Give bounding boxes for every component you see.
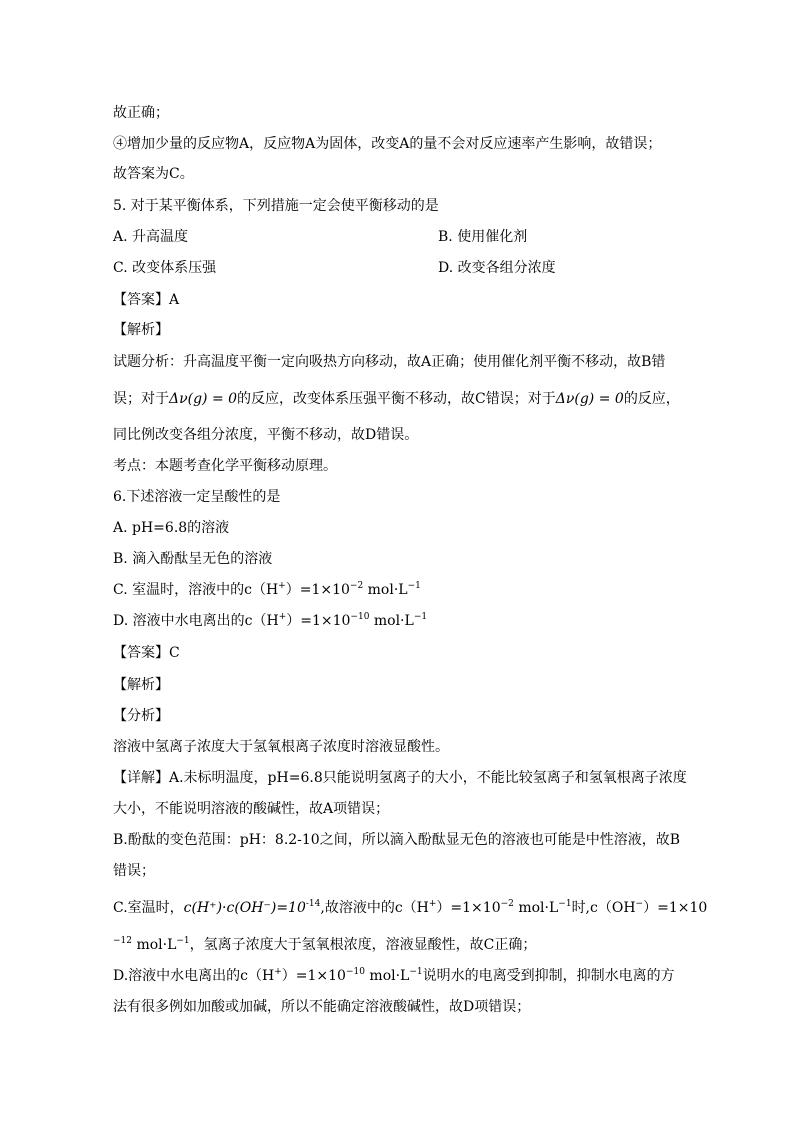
text-segment: C.室温时， xyxy=(113,900,184,916)
text-segment: 说明水的电离受到抑制，抑制水电离的方 xyxy=(422,968,675,984)
text-line: 故正确； xyxy=(113,105,169,121)
superscript: + xyxy=(278,612,287,622)
detail-text: 法有很多例如加酸或加碱，所以不能确定溶液酸碱性，故D项错误； xyxy=(113,999,531,1015)
option-d xyxy=(113,611,427,631)
question-6: 6.下述溶液一定呈酸性的是 xyxy=(113,489,281,505)
delta-nu-formula: Δν(g) = 0 xyxy=(169,391,238,407)
text-segment: 时,c（OH xyxy=(571,900,636,916)
text-segment: ）=1×10 xyxy=(643,900,708,916)
ion-product-formula: c(H⁺)·c(OH⁻)=10 xyxy=(183,900,306,916)
text-segment: D.溶液中水电离出的c（H xyxy=(113,968,275,984)
superscript: −1 xyxy=(413,612,428,622)
superscript: −2 xyxy=(500,899,514,909)
delta-nu-formula: Δν(g) = 0 xyxy=(555,391,624,407)
text-segment: ）=1×10 xyxy=(436,900,501,916)
superscript: −10 xyxy=(345,967,365,977)
superscript: + xyxy=(278,581,286,591)
detail-text: B.酚酞的变色范围：pH：8.2-10之间，所以滴入酚酞显无色的溶液也可能是中性溶液，故B xyxy=(113,832,681,848)
superscript: − xyxy=(635,899,644,909)
detail-text-d xyxy=(113,966,675,986)
explanation-text: 溶液中氢离子浓度大于氢氧根离子浓度时溶液显酸性。 xyxy=(113,739,449,755)
text-segment: mol·L xyxy=(132,937,177,953)
analysis-label: 【解析】 xyxy=(113,677,169,693)
analysis-text-math-line xyxy=(113,389,680,409)
question-5: 5. 对于某平衡体系，下列措施一定会使平衡移动的是 xyxy=(113,198,439,214)
analysis-label: 【解析】 xyxy=(113,322,169,338)
superscript: −1 xyxy=(558,899,572,909)
text-line: ④增加少量的反应物A，反应物A为固体，改变A的量不会对反应速率产生影响，故错误； xyxy=(113,136,662,152)
answer-label: 【答案】C xyxy=(113,645,180,661)
detail-text: 【详解】A.未标明温度，pH=6.8只能说明氢离子的大小，不能比较氢离子和氢氧根离子浓度 xyxy=(113,770,687,786)
text-segment: 误；对于 xyxy=(113,391,169,407)
detail-text: 大小，不能说明溶液的酸碱性，故A项错误； xyxy=(113,801,390,817)
text-segment: ）=1×10 xyxy=(285,582,350,598)
analysis-text: 同比例改变各组分浓度，平衡不移动，故D错误。 xyxy=(113,427,419,443)
text-segment: C. 室温时，溶液中的c（H xyxy=(113,582,279,598)
text-segment: ）=1×10 xyxy=(281,968,346,984)
analysis-text: 试题分析：升高温度平衡一定向吸热方向移动，故A正确；使用催化剂平衡不移动，故B错 xyxy=(113,354,666,370)
text-segment: mol·L xyxy=(369,613,414,629)
text-segment: 的反应， xyxy=(623,391,680,407)
option-d: D. 改变各组分浓度 xyxy=(438,260,556,276)
superscript: −2 xyxy=(349,581,364,591)
text-segment: mol·L xyxy=(513,900,559,916)
text-segment: ,故溶液中的c（H xyxy=(320,900,429,916)
superscript: + xyxy=(428,899,437,909)
text-segment: ，氢离子浓度大于氢氧根浓度，溶液显酸性，故C正确； xyxy=(189,937,537,953)
text-segment: 的反应，改变体系压强平衡不移动，故C错误；对于 xyxy=(237,391,556,407)
superscript: −1 xyxy=(176,936,190,946)
superscript: -14 xyxy=(305,899,321,909)
superscript: −1 xyxy=(407,581,421,591)
answer-label: 【答案】A xyxy=(113,292,180,308)
superscript: −1 xyxy=(409,967,423,977)
text-segment: D. 溶液中水电离出的c（H xyxy=(113,613,279,629)
superscript: + xyxy=(274,967,282,977)
superscript: −12 xyxy=(113,936,132,946)
option-c: C. 改变体系压强 xyxy=(113,260,217,276)
explanation-label: 【分析】 xyxy=(113,708,169,724)
option-c xyxy=(113,580,421,600)
detail-text-c xyxy=(113,898,707,918)
detail-text-c2 xyxy=(113,935,536,955)
text-line: 故答案为C。 xyxy=(113,166,194,182)
text-segment: mol·L xyxy=(363,582,408,598)
option-a: A. pH=6.8的溶液 xyxy=(113,520,230,536)
option-b: B. 滴入酚酞呈无色的溶液 xyxy=(113,551,273,567)
superscript: −10 xyxy=(350,612,370,622)
text-segment: mol·L xyxy=(364,968,410,984)
option-a: A. 升高温度 xyxy=(113,229,189,245)
detail-text: 错误； xyxy=(113,863,155,879)
option-b: B. 使用催化剂 xyxy=(438,229,528,245)
text-segment: ）=1×10 xyxy=(286,613,351,629)
key-point: 考点：本题考查化学平衡移动原理。 xyxy=(113,458,337,474)
